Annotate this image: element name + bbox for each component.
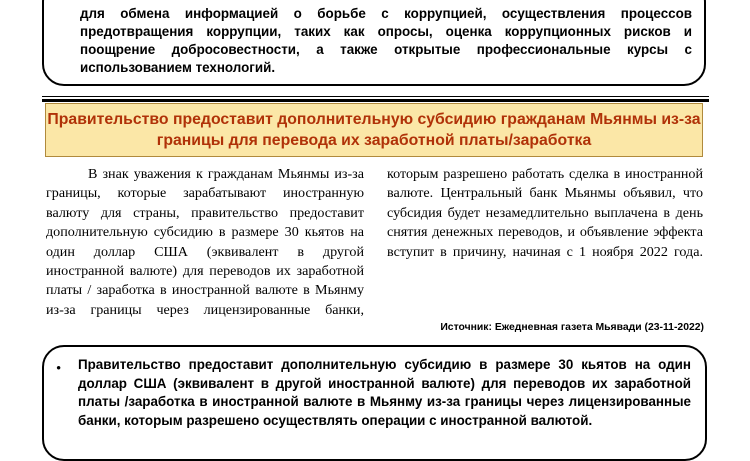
article-column-left: В знак уважения к гражданам Мьянмы из-за границы, которые зарабатывают иностранную валюту для страны, правительство предоставит дополнительную субсидию в размере 30 кьятов на один доллар США (эквивалент в другой иностранной валюте) для переводов их заработной платы / заработка в иностранной валюте в Мьянму из-за границы через лицензированные банки, — [46, 166, 364, 318]
article-source: Источник: Ежедневная газета Мьявади (23-11-2022) — [440, 322, 704, 333]
bullet-icon: • — [56, 361, 62, 377]
article-column-right: которым разрешено работать сделка в иностранной валюте. Центральный банк Мьянмы объявил, что субсидия будет незамедлительно выплачена в день снятия денежных переводов, и объявление эффекта вступит в причину, начиная с 1 ноября 2022 года. — [387, 166, 703, 260]
divider-thin — [42, 96, 709, 97]
divider-thick — [42, 99, 709, 102]
top-box-text: для обмена информацией о борьбе с коррупцией, осуществления процессов предотвращения коррупции, таких как опросы, оценка коррупционных рисков и поощрение добросовестности, а также открытые профессиональные курсы с использованием технологий. — [80, 6, 692, 75]
article-headline: Правительство предоставит дополнительную субсидию гражданам Мьянмы из-за границы для перевода их заработной платы/заработка — [47, 111, 701, 149]
summary-text: Правительство предоставит дополнительную субсидию в размере 30 кьятов на один доллар США (эквивалент в другой иностранной валюте) для переводов их заработной платы /заработка в иностранной валюте в Мьянму из-за границы через лицензированные банки, которым разрешено осуществлять операции с иностранной валютой. — [78, 357, 691, 428]
article-headline-banner — [45, 103, 703, 157]
